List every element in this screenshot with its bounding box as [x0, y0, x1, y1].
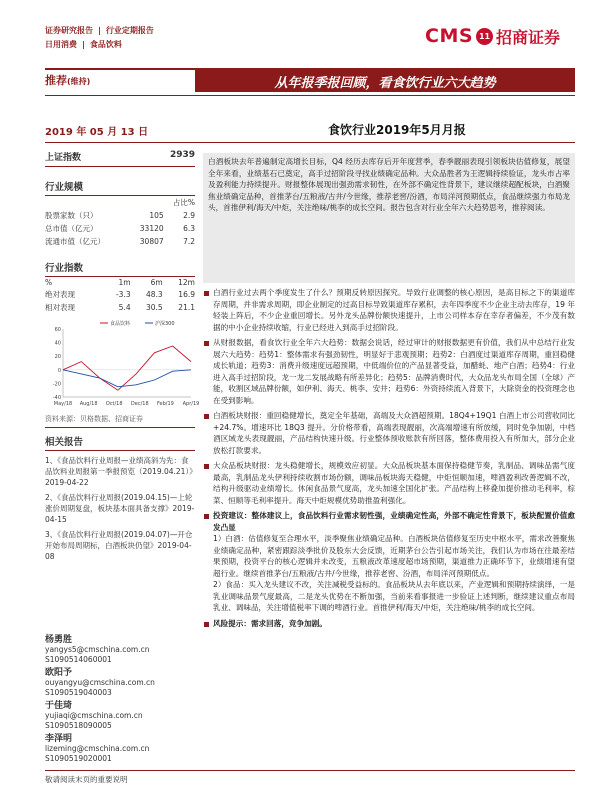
index-row — [45, 150, 195, 167]
author-name: 李泽明 — [45, 734, 73, 744]
subpoint-1: 1）白酒：估值修复至合理水平，淡季聚焦业绩确定品种。白酒板块估值修复至历史中枢水平，需求改善聚焦业绩确定品种，紧密跟踪淡季批价及股东大会反馈，近期茅台公告引起市场关注，我们认为市场在往最差结果预期，投资平台的核心逻辑并未改变，五粮液改革速度超市场预期，渠道推力正确环节下，业绩增速有望超行业。继续首推茅台/五粮液/古井/今世缘，推荐老窖、汾酒，布局洋河预期低点。 — [213, 534, 575, 578]
bullet-3: 白酒板块财报：重回稳健增长，奠定全年基础，高端及大众酒超预期。18Q4+19Q1 白酒上市公司营收同比+24.7%。增速环比 18Q3 提升。分价格带看，高端表现靓丽，次高端增速有所放缓，同时免争加剧，中档酒区域龙头表现靓丽，产品结构快速升级。行业整体预收账款有所回落，整体费用投入有所加大，部分企业放松打款要求。 — [203, 410, 575, 456]
x-tick-label: Aug/18 — [79, 401, 98, 407]
legend-label: 沪深300 — [155, 321, 175, 327]
y-tick-label: 40 — [54, 340, 61, 347]
table-row: 流通市值（亿元） 30807 7.2 — [45, 237, 195, 246]
sidebar — [45, 150, 200, 562]
report-name: 食饮行业2019年5月月报 — [328, 123, 466, 137]
author-id: S1090518090005 — [45, 721, 112, 730]
bullet-5: 投资建议：整体建议上，食品饮料行业需求韧性强，业绩确定性高，外部不确定性背景下，板块配置价值愈发凸显 — [203, 510, 575, 533]
logo-cn-text: 招商证券 — [496, 27, 561, 47]
table-row: 股票家数（只） 105 2.9 — [45, 211, 195, 220]
report-type: 证券研究报告 — [45, 26, 93, 35]
list-item[interactable]: 2、《食品饮料行业周报(2019.04.15)—上轮涨价周期复盘，板块基本面具备支撑》2019-04-15 — [45, 493, 195, 524]
related-title: 相关报告 — [45, 434, 195, 451]
list-item[interactable]: 3、《食品饮料行业周报(2019.04.07)—开仓开始布局周期标，白酒板块仍望》2019-04-08 — [45, 530, 193, 561]
bullet-2: 从财报数据，看食饮行业全年六大趋势：数据会说话，经过审计的财报数据更有价值，我们从中总结行业发展六大趋势：趋势1：整体需求有强劲韧性，明显好于悲观预期；趋势2：白酒度过渠道库存周期，重回稳健成长轨道；趋势3：消费升级速度远超预期，中低端价位的产品显著受益，加醋蚝、地产白酒；趋势4：行业进入高手过招阶段，龙一龙二发展战略有所差异化；趋势5：品牌消费时代，大众品龙头布局全国（全球）产能，收割区域品牌份额，如伊利、海天、桃李、安井；趋势6：外资持续流入背景下，大除资金的投资理念也在受到影响。 — [203, 337, 575, 406]
author-name: 杨勇胜 — [45, 635, 73, 645]
index-label: 上证指数 — [45, 153, 82, 163]
report-subtype: 行业定期报告 — [105, 26, 154, 35]
logo-badge-icon: 11 — [476, 28, 493, 45]
chart-source: 资料来源：贝格数据、招商证券 — [45, 414, 195, 428]
performance-chart — [45, 317, 200, 412]
basic-table — [45, 196, 195, 248]
y-tick-label: 60 — [54, 327, 61, 333]
author-name: 欧阳予 — [45, 668, 73, 678]
x-tick-label: May/18 — [53, 401, 73, 407]
header-meta: 证券研究报告 | 行业定期报告 日用消费 | 食品饮料 — [45, 24, 154, 52]
author-email[interactable]: yujiaqi@cmschina.com.cn — [45, 711, 143, 720]
cms-logo — [425, 22, 565, 50]
subpoint-2: 2）食品：买入龙头建议不改，关注减税受益标的。食品板块从去年底以来，产业逻辑和预期持续演绎，一是乳业调味品景气度最高，二是龙头优势在不断加强，当前来看事报进一步验证上述判断，继续建议重点布局乳业、调味品，关注增值税率下调的啤酒行业。首推伊利/海天/中炬，关注绝味/桃李的成长空间。 — [213, 580, 575, 612]
author-id: S1090514060001 — [45, 655, 112, 664]
summary-box: 白酒板块去年普遍制定高增长目标，Q4 经历去库存后开年度营季，春季靓丽表现引领板块估值修复，展望全年来看，业绩基石已奠定，高手过招阶段寻找业绩确定品种。大众品胜者为王逻辑持续验证，龙头市占率及盈利能力持续提升。财报整体展现出强劲需求韧性，在外部不确定性背景下，建议继续超配板块，白酒聚焦业绩确定品种，首推茅台/五粮液/古井/今世缘，推荐老窖/汾酒，布局洋河预期低点，食品继续强力布局龙头，首推伊利/海天/中炬，关注绝味/桃李的成长空间。报告包含对行业全年六大趋势思考，推荐阅读。 — [203, 153, 575, 283]
bullet-1: 白酒行业过去两个季度发生了什么？预期反转原因探究。导致行业调整的核心原因，是高目标之下的渠道库存周期，并非需求周期，即企业制定的过高目标导致渠道库存累积，去年四季度不少企业主动去库存，19 年轻装上阵后，不少企业重回增长。另外龙头品牌份额快速提升，上市公司样本存在幸存者偏差，不少茂有数据的中小企业持续收缩，行业已经进入到高手过招阶段。 — [203, 287, 575, 333]
table-row: 绝对表现 -3.3 48.3 16.9 — [45, 290, 195, 299]
perf-title: 行业指数 — [45, 260, 195, 277]
perf-table: % 1m 6m 12m 绝对表现 -3.3 48.3 16.9 相对表现 5.4 30.5 21.1 — [45, 278, 195, 312]
divider — [45, 770, 575, 771]
divider — [45, 142, 575, 143]
author-email[interactable]: lizeming@cmschina.com.cn — [45, 744, 150, 753]
authors — [45, 632, 195, 764]
sector: 日用消费 — [45, 40, 77, 49]
rating: 推荐(维持) — [45, 74, 91, 87]
author-id: S1090519040003 — [45, 688, 112, 697]
footer-note: 敬请阅读末页的重要说明 — [45, 775, 128, 784]
bullet-4: 大众品板块财报：龙头稳健增长，规模效应初显。大众品板块基本面保持稳健节奏，乳制品、调味品需气度最高，乳制品龙头伊利持续收割市场份额，调味品板块海天稳健，中炬恒顺加速，啤酒盈利改善逻辑不改，结构升级驱动业绩增长。休闲食品景气度高，龙头加速全国化扩张。产品结构上移叠加提价推动毛利率，棕菜、恒顺等毛利率提升。海天中炬规模优势助推盈利强化。 — [203, 460, 575, 506]
related-list — [45, 455, 195, 562]
pct-label: 占比% — [172, 198, 195, 207]
divider — [45, 95, 575, 96]
basic-title: 行业规模 — [45, 179, 195, 196]
author-name: 于佳琦 — [45, 701, 73, 711]
table-row: 总市值（亿元） 33120 6.3 — [45, 224, 195, 233]
main-content — [203, 153, 575, 629]
report-date: 2019 年 05 月 13 日 — [45, 127, 149, 138]
author-email[interactable]: yangys5@cmschina.com.cn — [45, 645, 150, 654]
x-tick-label: Dec/18 — [130, 401, 149, 407]
rating-sub: (维持) — [67, 77, 91, 86]
y-tick-label: 20 — [54, 354, 61, 361]
page-title: 从年报季报回顾，看食饮行业六大趋势 — [195, 70, 575, 92]
y-tick-label: 0 — [57, 367, 61, 374]
legend-label: 食品饮料 — [110, 321, 131, 327]
x-tick-label: Apr/19 — [182, 401, 200, 407]
risk-note: 风险提示：需求回落，竞争加剧。 — [203, 618, 575, 630]
index-value: 2939 — [169, 150, 195, 160]
x-tick-label: Oct/18 — [105, 401, 123, 407]
logo-cms-text: CMS — [425, 25, 474, 47]
list-item[interactable]: 1、《食品饮料行业周报—业绩高斜为先：食品饮料业周报第一季报预览（2019.04.21）》2019-04-22 — [45, 456, 193, 487]
table-row: 相对表现 5.4 30.5 21.1 — [45, 303, 195, 312]
y-tick-label: -20 — [52, 381, 61, 388]
series-line-1 — [63, 346, 191, 390]
y-tick-label: -40 — [52, 395, 61, 401]
author-email[interactable]: ouyangyu@cmschina.com.cn — [45, 678, 155, 687]
industry: 食品饮料 — [89, 40, 122, 49]
author-id: S1090519020001 — [45, 754, 112, 763]
chart-svg — [45, 317, 200, 412]
series-line-2 — [63, 370, 191, 387]
x-tick-label: Feb/19 — [156, 401, 174, 407]
